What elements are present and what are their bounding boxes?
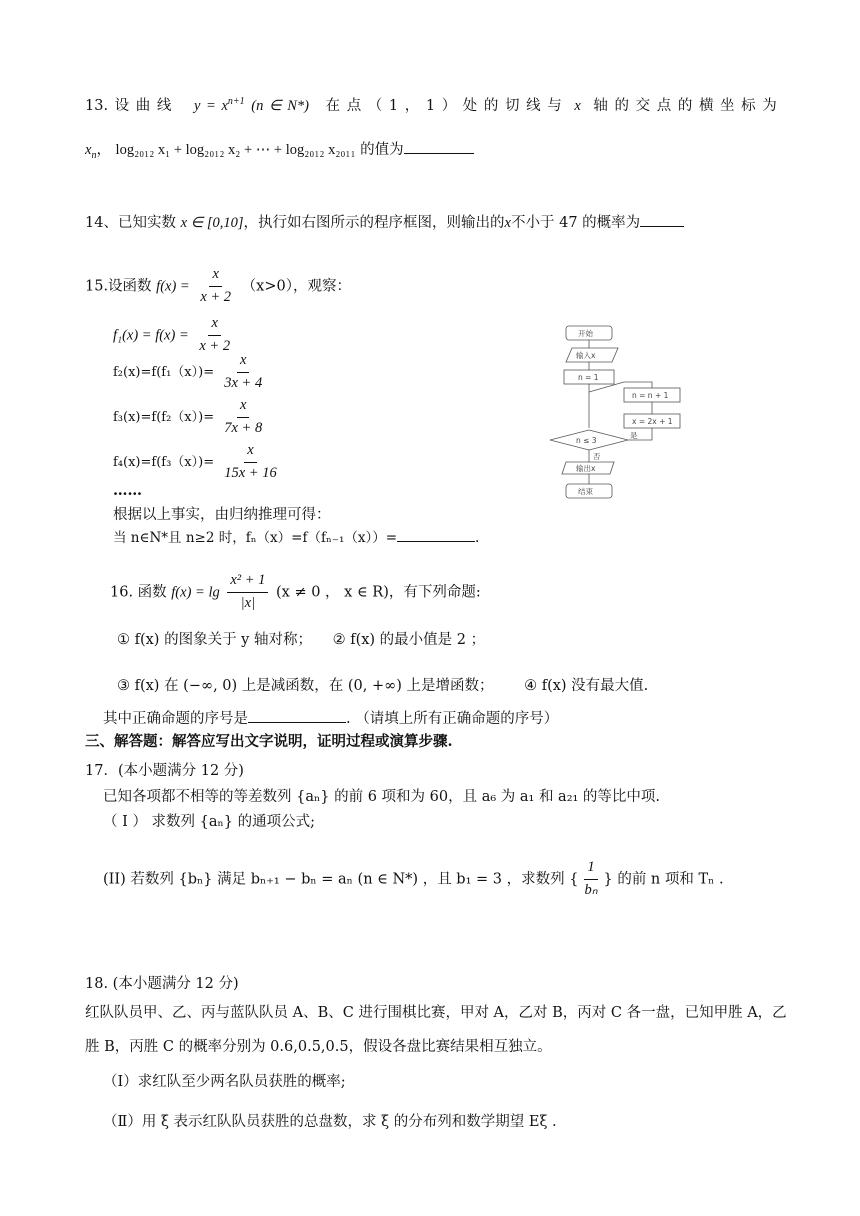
- q17-stem: 已知各项都不相等的等差数列 {aₙ} 的前 6 项和为 60，且 a₆ 为 a₁ 和 a₂₁ 的等比中项.: [103, 789, 661, 805]
- program-flowchart: [548, 322, 688, 512]
- flow-input-text: 输入x: [576, 351, 596, 360]
- q16-label: 16. 函数: [110, 584, 167, 601]
- section3-heading: 三、解答题：解答应写出文字说明，证明过程或演算步骤.: [85, 733, 453, 750]
- q13-answer-blank: [404, 153, 474, 154]
- q14-text1: ，执行如右图所示的程序框图，则输出的: [243, 215, 505, 231]
- q13-func: y = x: [194, 97, 228, 114]
- q18-label: 18. (本小题满分 12 分): [85, 976, 239, 992]
- q15-answer-blank: [397, 541, 475, 542]
- q16-p3: ③ f(x) 在 (−∞, 0) 上是减函数，在 (0, +∞) 上是增函数；: [117, 678, 494, 694]
- q13-line1: [85, 97, 777, 113]
- q16-line: [110, 573, 481, 612]
- flow-start-text: 开始: [578, 329, 593, 338]
- q13-sum-expr: log₂₀₁₂ x₁ + log₂₀₁₂ x₂ + ⋯ + log₂₀₁₂ x₂₀₁₁: [115, 142, 356, 158]
- q18-stem1: 红队队员甲、乙、丙与蓝队队员 A、B、C 进行围棋比赛，甲对 A，乙对 B，丙对 C 各一盘，已知甲胜 A，乙: [85, 1005, 787, 1021]
- q16-p2: ② f(x) 的最小值是 2 ；: [332, 632, 486, 648]
- q13-xn: x: [85, 142, 92, 158]
- q14-answer-blank: [640, 226, 684, 227]
- q13-text1: 在 点 （ 1 ， 1 ） 处 的 切 线 与: [325, 97, 562, 114]
- q15-f2-frac: $\frac{x}{3x + 4}$: [224, 352, 263, 391]
- q13-tail: 的值为: [360, 142, 404, 158]
- q13-line2: $x_n$， log₂₀₁₂ x₁ + log₂₀₁₂ x₂ + ⋯ + log₂₀₁₂ x₂₀₁₁ 的值为: [85, 143, 474, 161]
- q16-ask-line: [103, 712, 558, 727]
- flow-update-x-text: x = 2x + 1: [632, 417, 673, 426]
- q15-f3-frac: $\frac{x}{7x + 8}$: [224, 397, 263, 436]
- q15-cond: （x>0），观察：: [241, 278, 351, 295]
- q14-cond: x ∈ [0,10]: [180, 215, 244, 231]
- q13-exp: n+1: [227, 96, 245, 107]
- q13-text2: 轴 的 交 点 的 横 坐 标 为: [593, 97, 777, 114]
- q16-answer-blank: [248, 722, 346, 723]
- q16-ask-tail: . （请填上所有正确命题的序号）: [346, 711, 559, 727]
- q17-part2-a: (II) 若数列 {bₙ} 满足 bₙ₊₁ − bₙ = aₙ (n ∈ N*) ，且 b₁ = 3 ，求数列 {: [103, 871, 579, 888]
- flow-cond-text: n ≤ 3: [576, 436, 597, 445]
- q16-frac: $\frac{\text{x² + 1}}{|x|}$: [227, 573, 268, 612]
- flow-output-text: 输出x: [576, 464, 596, 473]
- q15-dots: ……: [113, 482, 142, 499]
- q15-label: 15.设函数: [85, 278, 152, 295]
- flow-update-n-text: n = n + 1: [632, 391, 669, 400]
- q15-f4-frac: $\frac{x}{15x + 16}$: [224, 442, 277, 481]
- q15-f3: [113, 398, 268, 437]
- q16-p4: ④ f(x) 没有最大值.: [524, 678, 649, 694]
- q15-reason: 根据以上事实，由归纳推理可得：: [113, 507, 331, 523]
- q18-stem2: 胜 B，丙胜 C 的概率分别为 0.6,0.5,0.5，假设各盘比赛结果相互独立。: [85, 1039, 552, 1055]
- q15-frac: $\frac{x}{x + 2}$: [200, 266, 232, 305]
- flow-yes-label: 是: [630, 431, 638, 440]
- q16-props-row1: [117, 633, 485, 648]
- q16-cond: (x ≠ 0 ， x ∈ R)，有下列命题:: [276, 584, 481, 601]
- q16-p1: ① f(x) 的图象关于 y 轴对称；: [117, 632, 312, 648]
- q18-part2: （Ⅱ）用 ξ 表示红队队员获胜的总盘数，求 ξ 的分布列和数学期望 Eξ .: [103, 1114, 557, 1130]
- q14-line: [85, 216, 684, 231]
- q15-fx: f(x) =: [156, 278, 190, 295]
- q13-label: 13. 设 曲 线: [85, 97, 172, 114]
- q14-label: 14、已知实数: [85, 215, 176, 231]
- q14-var-x: x: [504, 215, 511, 231]
- flow-init-text: n = 1: [578, 373, 599, 382]
- q15-f1-frac: $\frac{x}{x + 2}$: [199, 315, 231, 354]
- q17-part1: （ Ⅰ ） 求数列 {aₙ} 的通项公式;: [103, 814, 316, 830]
- q15-line: [85, 267, 351, 306]
- q13-domain: (n ∈ N*): [251, 97, 309, 114]
- q15-f2: [113, 353, 268, 392]
- q13-xn-sub: n: [91, 149, 97, 161]
- q15-f3-lhs: f₃(x)=f(f₂（x）)=: [113, 409, 215, 425]
- q18-part1: （Ⅰ）求红队至少两名队员获胜的概率;: [103, 1074, 346, 1090]
- q16-props-row2: [117, 679, 648, 694]
- flow-no-label: 否: [593, 452, 601, 461]
- q16-ask: 其中正确命题的序号是: [103, 711, 248, 727]
- q15-conclusion-line: 当 n∈N*且 n≥2 时，fₙ（x）=f（fₙ₋₁（x））= .: [113, 530, 480, 546]
- q15-f4: [113, 443, 283, 482]
- q13-var-x: x: [574, 97, 581, 114]
- q16-fx: f(x) = lg: [171, 584, 220, 601]
- q15-f2-lhs: f₂(x)=f(f₁（x）)=: [113, 364, 215, 380]
- q17-part2-b: } 的前 n 项和 Tₙ .: [603, 871, 724, 888]
- q15-f4-lhs: f₄(x)=f(f₃（x）)=: [113, 454, 215, 470]
- flow-end-text: 结束: [578, 487, 593, 496]
- q15-conclusion: 当 n∈N*且 n≥2 时，fₙ（x）=f（fₙ₋₁（x））=: [113, 530, 398, 546]
- q17-part2-line: [103, 860, 724, 899]
- q14-text2: 不小于 47 的概率为: [510, 215, 641, 231]
- q17-label: 17．(本小题满分 12 分): [85, 763, 244, 779]
- q17-part2-frac: $\frac{1}{\text{bₙ}}$: [584, 859, 598, 898]
- q15-f1-lhs: f₁(x) = f(x) =: [113, 327, 189, 344]
- q15-f1: [113, 316, 236, 355]
